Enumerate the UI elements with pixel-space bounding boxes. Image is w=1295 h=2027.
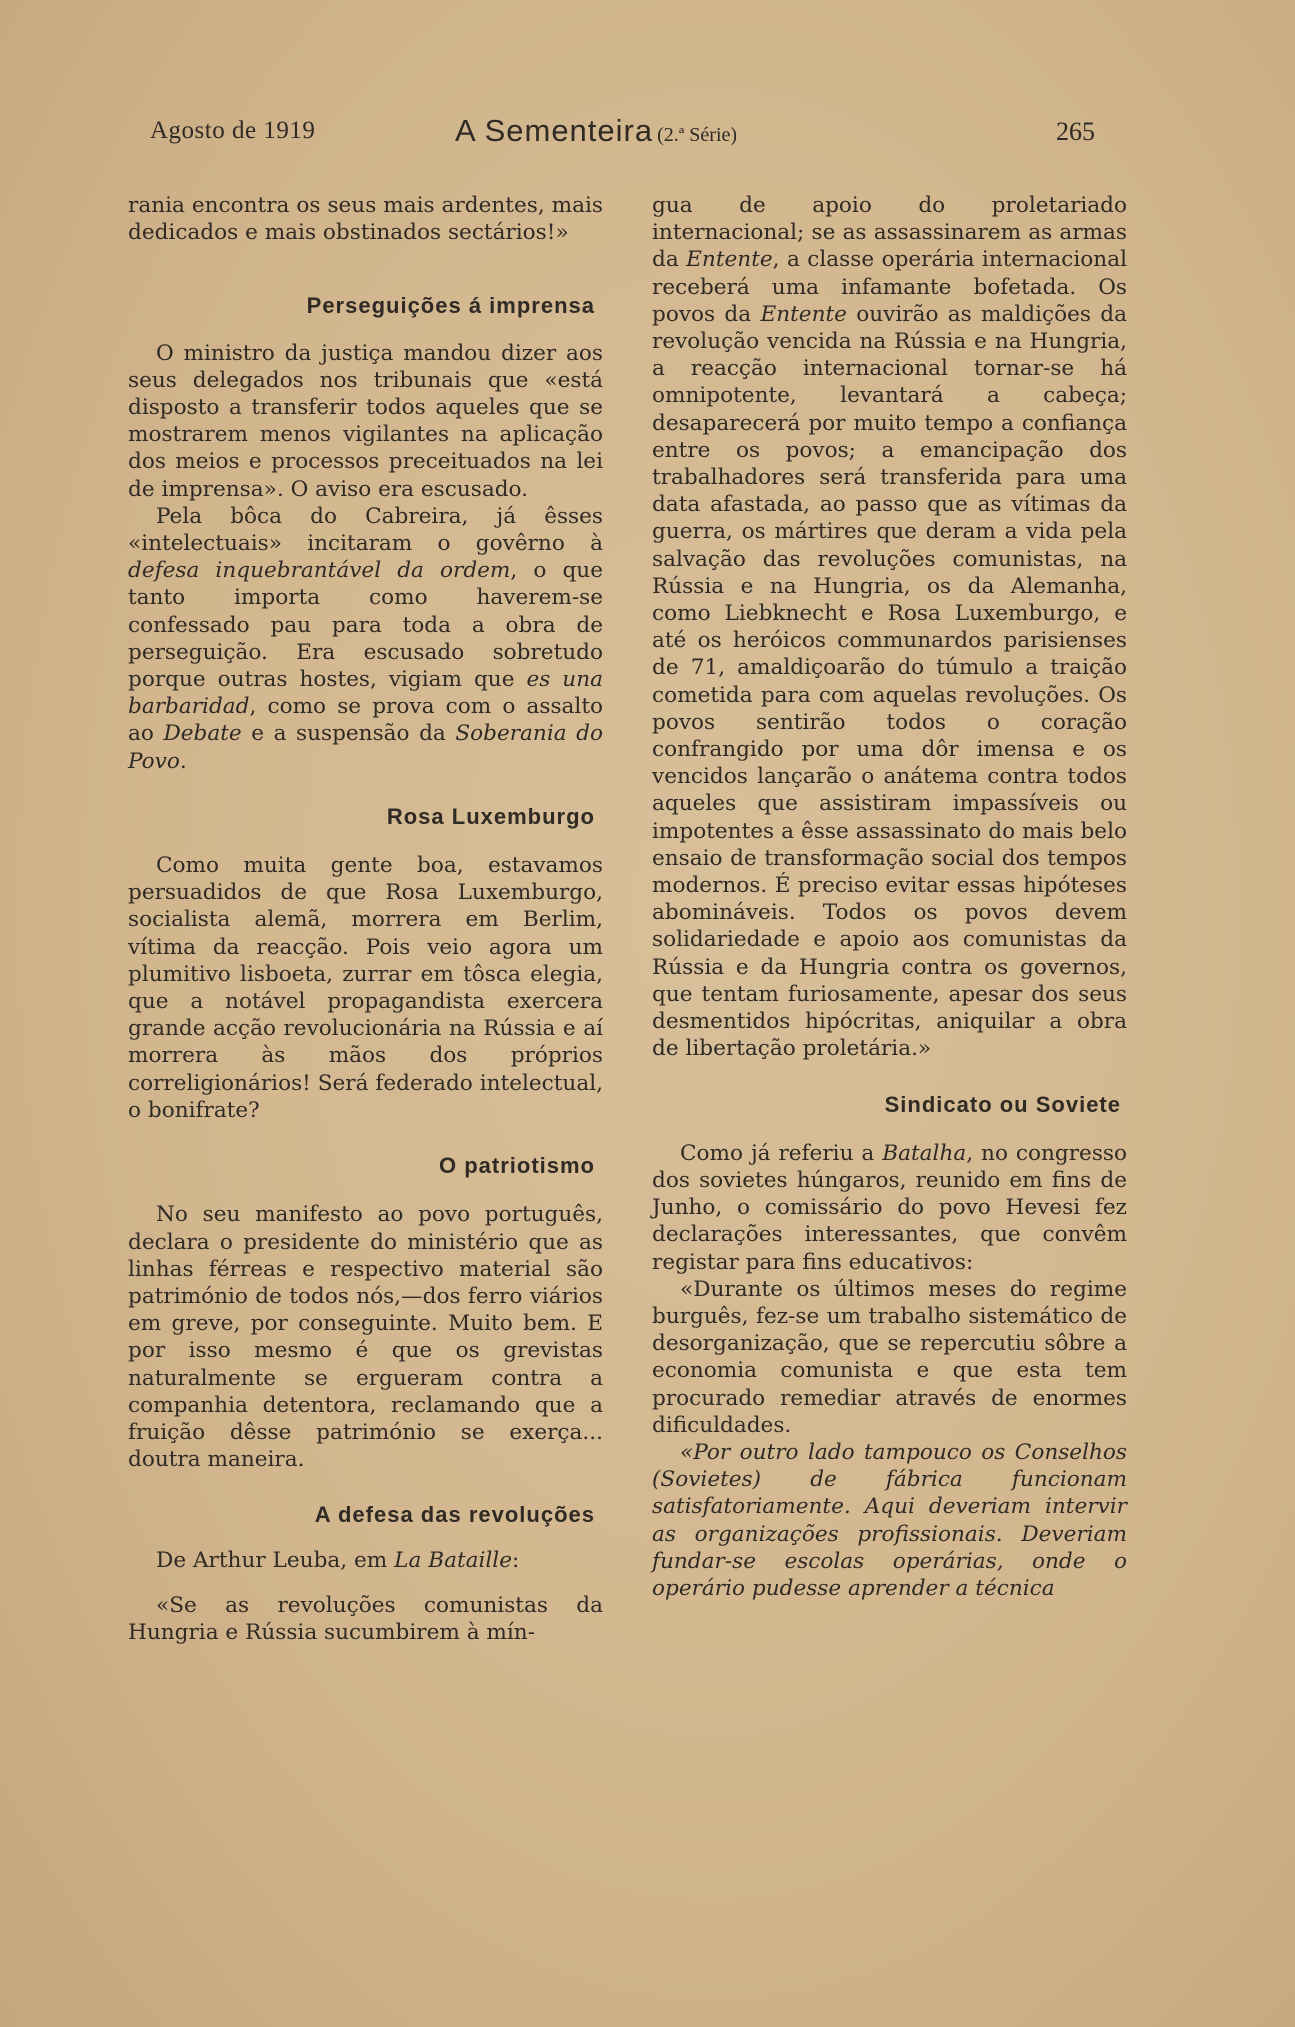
continued-paragraph [652, 192, 1127, 1063]
section-paragraph [128, 503, 603, 775]
publication-title: A Sementeira [455, 113, 654, 148]
italic-text: Soberania do Povo [128, 721, 603, 774]
italic-text: defesa inquebrantável da ordem [128, 558, 511, 584]
section-heading-rosa-luxemburgo: Rosa Luxemburgo [386, 803, 595, 829]
text-run: , a classe operária internacional receberá uma infamante bofetada. Os povos da [652, 247, 1127, 327]
section-heading-sindicato-soviete: Sindicato ou Soviete [884, 1091, 1121, 1117]
section-paragraph: Como muita gente boa, estavamos persuadidos de que Rosa Luxemburgo, socialista alemã, morrera em Berlim, vítima da reacção. Pois veio agora um plumitivo lisboeta, zurrar em tôsca elegia, que a notável propagandista exercera grande acção revolucionária na Rússia e aí morrera às mãos dos próprios correligionários! Será federado intelectual, o bonifrate? [128, 853, 603, 1123]
section-paragraph [652, 1140, 1127, 1276]
section-paragraph: «Durante os últimos meses do regime burguês, fez-se um trabalho sistemático de desorganização, que se repercutiu sôbre a economia comunista e que esta tem procurado remediar através de enormes dificuldades. [652, 1276, 1127, 1438]
section-heading-defesa-revolucoes: A defesa das revoluções [314, 1502, 595, 1528]
text-run: , no congresso dos sovietes húngaros, reunido em fins de Junho, o comissário do povo Hevesi fez declarações interessantes, que convêm registar para fins educativos: [652, 1140, 1127, 1275]
text-run: De Arthur Leuba, em [156, 1547, 395, 1573]
italic-text: Entente [760, 301, 847, 327]
page-number: 265 [1056, 117, 1095, 146]
section-heading-patriotismo: O patriotismo [438, 1153, 595, 1179]
text-run: , como se prova com o assalto ao [128, 694, 603, 747]
section-paragraph: O ministro da justiça mandou dizer aos seus delegados nos tribunais que «está disposto a transferir todos aqueles que se mostrarem menos vigilantes na aplicação dos meios e processos preceituados na lei de imprensa». O aviso era escusado. [128, 340, 603, 502]
section-heading-perseguicoes: Perseguições á imprensa [306, 293, 595, 319]
header-date: Agosto de 1919 [150, 117, 316, 144]
italic-text: Batalha [882, 1140, 967, 1166]
section-paragraph: «Se as revoluções comunistas da Hungria e Rússia sucumbirem à mín- [128, 1592, 603, 1645]
text-run: ouvirão as maldições da revolução vencida na Rússia e na Hungria, a reacção internacional tornar-se há omnipotente, levantará a cabeça; desaparecerá por muito tempo a confiança entre os povos; a emancipação dos trabalhadores será transferida para uma data afastada, ao passo que as vítimas da guerra, os mártires que deram a vida pela salvação das revoluções comunistas, na Rússia e na Hungria, os da Alemanha, como Liebknecht e Rosa Luxemburgo, e até os heróicos communardos parisienses de 71, amaldiçoarão do túmulo a traição cometida para com aquelas revoluções. Os povos sentirão todos o coração confrangido por uma dôr imensa e os vencidos lançarão o anátema contra todos aqueles que assistiram impassíveis ou impotentes a êsse assassinato do mais belo ensaio de transformação social dos tempos modernos. É preciso evitar essas hipóteses abomináveis. Todos os povos devem solidariedade e apoio aos comunistas da Rússia e da Hungria contra os governos, que tentam furiosamente, apesar dos seus desmentidos hipócritas, aniquilar a obra de libertação proletária.» [652, 301, 1127, 1062]
intro-paragraph: rania encontra os seus mais ardentes, mais dedicados e mais obstinados sectários!» [128, 193, 603, 246]
header-series: (2.ª Série) [657, 124, 738, 146]
header-title [455, 113, 737, 149]
italic-text: La Bataille [394, 1547, 512, 1573]
left-column [128, 192, 603, 1646]
italic-text: Entente [686, 247, 773, 273]
text-run: e a suspensão da [241, 721, 456, 747]
text-run: . [179, 748, 187, 774]
italic-text: Debate [163, 721, 242, 747]
section-paragraph: No seu manifesto ao povo português, declara o presidente do ministério que as linhas férreas e respectivo material são património de todos nós,—dos ferro viários em greve, por conseguinte. Muito bem. E por isso mesmo é que os grevistas naturalmente se ergueram contra a companhia detentora, reclamando que a fruição dêsse património se exerça... doutra maneira. [128, 1202, 603, 1473]
text-run: , o que tanto importa como haverem-se confessado pau para toda a obra de perseguição. Era escusado sobretudo porque outras hostes, vigiam que [128, 558, 603, 693]
section-paragraph [128, 1547, 603, 1574]
page-header [150, 113, 1095, 153]
text-run: Pela bôca do Cabreira, já êsses «intelectuais» incitaram o govêrno à [128, 503, 603, 557]
text-run: : [512, 1547, 520, 1573]
section-paragraph: «Por outro lado tampouco os Conselhos (Sovietes) de fábrica funcionam satisfatoriamente. Aqui deveriam intervir as organizações profissionais. Deveriam fundar-se escolas operárias, onde o operário pudesse aprender a técnica [652, 1439, 1127, 1601]
italic-text: es una barbaridad [128, 667, 603, 720]
right-column [652, 192, 1127, 1602]
text-run: Como já referiu a [680, 1140, 883, 1166]
text-run: gua de apoio do proletariado internacional; se as assassinarem as armas da [652, 193, 1127, 273]
